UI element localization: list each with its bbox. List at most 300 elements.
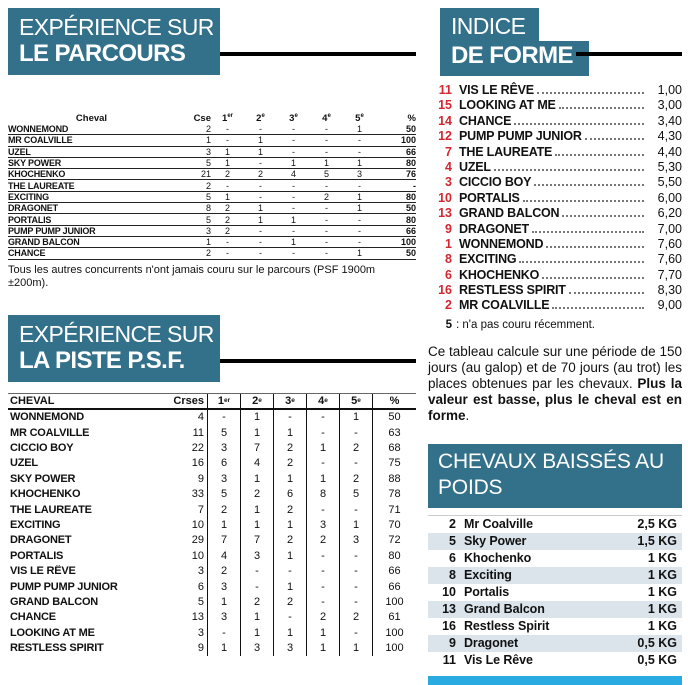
- list-item: [428, 652, 682, 669]
- cell-place3: -: [292, 225, 295, 236]
- cell-place5: -: [339, 594, 372, 609]
- weight-value: 1 KG: [647, 568, 677, 583]
- cell-place1: -: [226, 180, 229, 191]
- cell-courses: 2: [205, 248, 211, 259]
- cell-percent: 80: [405, 214, 416, 225]
- horse-number: 13: [438, 206, 452, 221]
- cell-place5: 5: [339, 487, 372, 502]
- list-item: [428, 222, 682, 237]
- table-row: [8, 625, 416, 640]
- cell-place1: -: [207, 625, 240, 640]
- cell-percent: 50: [405, 248, 416, 259]
- horse-name: KHOCHENKO: [10, 488, 81, 501]
- horse-number: 6: [449, 551, 456, 566]
- cell-place4: 8: [306, 487, 339, 502]
- forme-value: 8,30: [657, 283, 682, 298]
- cell-courses: 5: [205, 158, 211, 169]
- cell-courses: 3: [197, 565, 204, 578]
- cell-percent: 88: [372, 471, 416, 486]
- horse-name: EXCITING: [10, 518, 61, 531]
- forme-value: 4,30: [657, 129, 682, 144]
- cell-place5: -: [339, 502, 372, 517]
- weight-value: 1 KG: [647, 619, 677, 634]
- horse-name: MR COALVILLE: [10, 426, 90, 439]
- horse-name: VIS LE RÊVE: [459, 83, 534, 97]
- weight-value: 2,5 KG: [637, 517, 677, 532]
- cell-place1: 3: [207, 440, 240, 455]
- cell-place5: -: [339, 456, 372, 471]
- table-row: [8, 203, 416, 214]
- table-row: [8, 237, 416, 248]
- forme-value: 7,00: [657, 221, 682, 236]
- cell-percent: 50: [405, 124, 416, 135]
- cell-percent: 63: [372, 425, 416, 440]
- cell-place1: 3: [207, 610, 240, 625]
- cell-place4: -: [325, 225, 328, 236]
- horse-name: GRAND BALCON: [459, 206, 560, 221]
- table-row: [8, 147, 416, 158]
- header-rule: [576, 52, 682, 56]
- cell-courses: 1: [205, 135, 211, 146]
- cell-place2: 1: [240, 410, 273, 425]
- cell-place5: 1: [339, 517, 372, 532]
- horse-number: 8: [449, 568, 456, 583]
- cell-place4: -: [325, 214, 328, 225]
- list-item: [428, 114, 682, 129]
- cell-place1: -: [226, 124, 229, 135]
- cell-place4: -: [306, 410, 339, 425]
- horse-name: VIS LE RÊVE: [10, 565, 76, 578]
- cell-percent: 72: [372, 533, 416, 548]
- cell-courses: 29: [191, 534, 204, 547]
- cell-place1: -: [226, 248, 229, 259]
- horse-name: PUMP PUMP JUNIOR: [8, 225, 96, 236]
- cell-courses: 5: [205, 214, 211, 225]
- cell-courses: 9: [197, 642, 204, 655]
- horse-name: UZEL: [459, 159, 491, 174]
- list-item: [428, 533, 682, 550]
- cell-courses: 2: [205, 180, 211, 191]
- horse-name: GRAND BALCON: [10, 595, 99, 608]
- cell-place1: 3: [207, 579, 240, 594]
- cell-place2: 7: [240, 533, 273, 548]
- list-item: [428, 618, 682, 635]
- cell-place1: 6: [207, 456, 240, 471]
- horse-name: WONNEMOND: [8, 124, 69, 135]
- cell-place5: 1: [339, 410, 372, 425]
- horse-number: 1: [445, 236, 452, 251]
- cell-place5: 2: [339, 471, 372, 486]
- cell-percent: 78: [372, 487, 416, 502]
- cell-place4: 2: [323, 191, 329, 202]
- cell-percent: 50: [405, 203, 416, 214]
- dotted-leader: [569, 292, 644, 294]
- table-row: [8, 502, 416, 517]
- piste-table: [8, 393, 416, 656]
- horse-name: Vis Le Rêve: [464, 653, 533, 668]
- horse-name: CICCIO BOY: [459, 175, 532, 190]
- list-item: [428, 98, 682, 113]
- cell-place3: 2: [273, 533, 306, 548]
- description-normal: Ce tableau calcule sur une période de 150 jours (au galop) et de 70 jours (au trot) les places obtenues par les chevaux.: [428, 343, 682, 391]
- list-item: [428, 160, 682, 175]
- cell-place2: 1: [257, 214, 263, 225]
- footnote-text: : n'a pas couru récemment.: [456, 318, 595, 331]
- cell-place3: 1: [273, 517, 306, 532]
- cell-place5: -: [339, 548, 372, 563]
- dotted-leader: [494, 169, 644, 171]
- parcours-title-line2: LE PARCOURS: [19, 40, 186, 67]
- piste-title-line2: LA PISTE P.S.F.: [19, 346, 185, 374]
- cell-place5: -: [358, 214, 361, 225]
- table-row: [8, 487, 416, 502]
- cell-place2: -: [240, 563, 273, 578]
- cell-place1: 3: [207, 471, 240, 486]
- cell-place5: -: [358, 146, 361, 157]
- indice-title-line2: DE FORME: [440, 41, 589, 76]
- column-header-place: 1 er: [207, 394, 240, 408]
- cell-place3: 2: [273, 456, 306, 471]
- cell-place2: -: [259, 158, 262, 169]
- horse-name: SKY POWER: [8, 158, 62, 169]
- column-header-courses: Cse: [193, 113, 211, 125]
- list-item: [428, 283, 682, 298]
- cell-courses: 22: [191, 442, 204, 455]
- cell-percent: 100: [372, 625, 416, 640]
- parcours-title-box: [8, 8, 220, 75]
- horse-name: DRAGONET: [10, 534, 72, 547]
- cell-percent: 75: [372, 456, 416, 471]
- horse-name: CICCIO BOY: [10, 442, 74, 455]
- cell-place2: 3: [240, 640, 273, 655]
- horse-name: PUMP PUMP JUNIOR: [10, 580, 118, 593]
- cell-place4: -: [325, 203, 328, 214]
- horse-name: EXCITING: [8, 191, 49, 202]
- indice-list: [428, 83, 682, 314]
- horse-name: PORTALIS: [459, 190, 520, 205]
- piste-table-header: [8, 393, 416, 410]
- cell-place3: 4: [290, 169, 296, 180]
- cell-place4: -: [306, 594, 339, 609]
- cell-place3: -: [292, 124, 295, 135]
- piste-table-body: [8, 410, 416, 656]
- horse-name: RESTLESS SPIRIT: [459, 283, 566, 298]
- horse-name: CHANCE: [10, 611, 56, 624]
- cell-place1: 1: [224, 158, 230, 169]
- cell-percent: 66: [405, 146, 416, 157]
- cell-place4: -: [325, 248, 328, 259]
- header-rule: [220, 359, 416, 363]
- cell-place1: -: [226, 237, 229, 248]
- dotted-leader: [523, 200, 644, 202]
- cell-place1: 2: [207, 563, 240, 578]
- cell-place3: 2: [273, 502, 306, 517]
- cell-place5: 3: [356, 169, 362, 180]
- cell-place2: -: [259, 225, 262, 236]
- column-header-cheval: CHEVAL: [10, 394, 55, 407]
- indice-title-line1: INDICE: [440, 8, 539, 41]
- indice-footnote: [428, 319, 682, 331]
- cell-place2: 1: [257, 146, 263, 157]
- horse-number: 13: [442, 602, 456, 617]
- table-row: [8, 214, 416, 225]
- table-row: [8, 192, 416, 203]
- cell-place3: -: [292, 203, 295, 214]
- cell-place1: 1: [207, 517, 240, 532]
- cell-place1: 7: [207, 533, 240, 548]
- description-bold: Plus la valeur est basse, plus le cheval est en forme: [428, 375, 682, 423]
- piste-title-box: [8, 315, 220, 382]
- horse-number: 12: [438, 129, 452, 144]
- horse-number: 14: [438, 113, 452, 128]
- dotted-leader: [552, 307, 644, 309]
- table-row: [8, 548, 416, 563]
- dotted-leader: [542, 277, 644, 279]
- cell-place3: -: [292, 146, 295, 157]
- description-period: .: [465, 407, 470, 423]
- horse-name: KHOCHENKO: [459, 267, 540, 282]
- horse-name: MR COALVILLE: [459, 298, 550, 313]
- cell-place4: 2: [306, 610, 339, 625]
- forme-value: 3,00: [657, 98, 682, 113]
- right-column: [428, 0, 682, 685]
- parcours-note: Tous les autres concurrents n'ont jamais couru sur le parcours (PSF 1900m ±200m).: [8, 263, 376, 289]
- cell-place4: -: [306, 456, 339, 471]
- cell-place2: 2: [240, 594, 273, 609]
- column-header-place: 3 e: [273, 394, 306, 408]
- horse-name: SKY POWER: [10, 472, 76, 485]
- parcours-header: [8, 8, 416, 75]
- cell-place4: -: [325, 124, 328, 135]
- cell-courses: 6: [197, 580, 204, 593]
- table-row: [8, 517, 416, 532]
- horse-number: 9: [449, 636, 456, 651]
- horse-name: EXCITING: [459, 252, 517, 267]
- cell-percent: 50: [372, 410, 416, 425]
- horse-name: LOOKING AT ME: [10, 626, 95, 639]
- horse-number: 15: [438, 98, 452, 113]
- dotted-leader: [537, 92, 644, 94]
- cell-place4: -: [325, 180, 328, 191]
- cell-place1: -: [226, 135, 229, 146]
- cell-place3: -: [292, 191, 295, 202]
- cell-courses: 1: [205, 237, 211, 248]
- dotted-leader: [514, 123, 644, 125]
- cell-place2: 2: [240, 487, 273, 502]
- forme-value: 3,40: [657, 113, 682, 128]
- indice-header: [428, 8, 682, 74]
- horse-number: 4: [445, 159, 452, 174]
- dotted-leader: [546, 246, 644, 248]
- column-header-place: 2 e: [240, 394, 273, 408]
- cell-percent: 100: [400, 135, 416, 146]
- horse-number: 2: [449, 517, 456, 532]
- cell-place1: 4: [207, 548, 240, 563]
- horse-number: 9: [445, 221, 452, 236]
- cell-place2: 1: [240, 517, 273, 532]
- horse-number: 16: [442, 619, 456, 634]
- dotted-leader: [559, 107, 644, 109]
- cell-courses: 5: [197, 595, 204, 608]
- cell-place1: 2: [224, 214, 230, 225]
- cell-place3: 2: [273, 594, 306, 609]
- header-rule: [220, 52, 416, 56]
- cell-percent: 100: [372, 640, 416, 655]
- cell-place4: 1: [306, 640, 339, 655]
- cell-courses: 2: [205, 124, 211, 135]
- weight-value: 1 KG: [647, 585, 677, 600]
- horse-name: MR COALVILLE: [8, 135, 73, 146]
- horse-number: 10: [438, 190, 452, 205]
- parcours-table-body: [8, 124, 416, 260]
- forme-value: 6,20: [657, 206, 682, 221]
- cell-place5: 2: [339, 610, 372, 625]
- horse-number: 5: [449, 534, 456, 549]
- cell-place5: 1: [356, 124, 362, 135]
- poids-title-box: CHEVAUX BAISSÉS AU POIDS: [428, 444, 682, 508]
- cell-place1: 2: [224, 225, 230, 236]
- cell-place3: -: [273, 410, 306, 425]
- cell-place5: 1: [356, 191, 362, 202]
- cell-courses: 8: [205, 203, 211, 214]
- cell-percent: 76: [405, 169, 416, 180]
- cell-courses: 11: [192, 426, 204, 439]
- horse-name: UZEL: [10, 457, 38, 470]
- column-headers-places: [211, 113, 376, 124]
- cell-place2: 4: [240, 456, 273, 471]
- cell-place1: 2: [224, 169, 230, 180]
- horse-name: DRAGONET: [459, 221, 529, 236]
- list-item: [428, 145, 682, 160]
- cell-courses: 33: [191, 488, 204, 501]
- table-row: [8, 610, 416, 625]
- table-row: [8, 425, 416, 440]
- cell-place4: 1: [306, 440, 339, 455]
- table-row: [8, 579, 416, 594]
- cell-courses: 3: [197, 626, 204, 639]
- table-row: [8, 640, 416, 655]
- list-item: [428, 191, 682, 206]
- horse-name: PORTALIS: [8, 214, 52, 225]
- column-header-courses: Crses: [173, 394, 204, 407]
- table-row: [8, 169, 416, 180]
- column-headers-places: [207, 394, 372, 408]
- list-item: [428, 567, 682, 584]
- cell-place1: 5: [207, 425, 240, 440]
- table-row: [8, 440, 416, 455]
- cell-place2: -: [259, 237, 262, 248]
- cell-courses: 9: [197, 472, 204, 485]
- cell-percent: 70: [372, 517, 416, 532]
- horse-name: THE LAUREATE: [8, 180, 75, 191]
- table-row: [8, 594, 416, 609]
- horse-number: 6: [445, 267, 452, 282]
- table-row: [8, 471, 416, 486]
- cell-place3: 1: [290, 237, 296, 248]
- cell-place3: 2: [273, 440, 306, 455]
- cell-percent: 100: [372, 594, 416, 609]
- forme-value: 7,60: [657, 236, 682, 251]
- table-row: [8, 180, 416, 191]
- cell-place4: -: [306, 502, 339, 517]
- cell-place5: -: [358, 237, 361, 248]
- cell-place1: 1: [207, 640, 240, 655]
- cell-courses: 21: [200, 169, 211, 180]
- horse-name: Exciting: [464, 568, 512, 583]
- horse-number: 2: [445, 298, 452, 313]
- dotted-leader: [534, 184, 644, 186]
- list-item: [428, 83, 682, 98]
- left-column: [8, 0, 416, 656]
- forme-value: 4,40: [657, 144, 682, 159]
- parcours-table: [8, 113, 416, 260]
- dotted-leader: [532, 231, 644, 233]
- cell-place4: -: [325, 146, 328, 157]
- cell-courses: 5: [205, 191, 211, 202]
- column-header-place: 3e: [289, 113, 298, 125]
- cell-place1: 1: [224, 191, 230, 202]
- table-row: [8, 533, 416, 548]
- forme-value: 1,00: [657, 83, 682, 97]
- parcours-title-line1: EXPÉRIENCE SUR: [19, 14, 214, 40]
- cell-place2: 1: [240, 625, 273, 640]
- cell-place3: 1: [273, 625, 306, 640]
- forme-value: 9,00: [657, 298, 682, 313]
- cell-place4: 2: [306, 533, 339, 548]
- cell-place3: 1: [273, 425, 306, 440]
- indice-description: [428, 344, 682, 424]
- horse-name: RESTLESS SPIRIT: [10, 642, 104, 655]
- horse-name: PORTALIS: [10, 549, 64, 562]
- next-section-bar: [428, 676, 682, 685]
- cell-place4: -: [306, 579, 339, 594]
- horse-number: 16: [438, 283, 452, 298]
- horse-number: 7: [445, 144, 452, 159]
- column-header-place: 4e: [322, 113, 331, 125]
- horse-name: Portalis: [464, 585, 510, 600]
- table-row: [8, 563, 416, 578]
- table-row: [8, 158, 416, 169]
- footnote-number: 5: [445, 318, 452, 331]
- cell-place3: 1: [290, 214, 296, 225]
- dotted-leader: [555, 154, 644, 156]
- horse-name: WONNEMOND: [10, 411, 84, 424]
- list-item: [428, 516, 682, 533]
- cell-courses: 7: [197, 503, 204, 516]
- cell-percent: -: [413, 180, 416, 191]
- section-chevaux-baisses: [428, 444, 682, 685]
- table-row: [8, 135, 416, 146]
- section-indice-forme: [428, 8, 682, 424]
- horse-name: CHANCE: [8, 248, 46, 259]
- column-header-cheval: Cheval: [75, 113, 108, 125]
- cell-place5: -: [358, 180, 361, 191]
- cell-courses: 3: [205, 146, 211, 157]
- cell-place4: -: [306, 563, 339, 578]
- cell-place5: 1: [356, 158, 362, 169]
- column-header-place: 5 e: [339, 394, 372, 408]
- piste-title-line1: EXPÉRIENCE SUR: [19, 320, 214, 347]
- cell-place4: 5: [323, 169, 329, 180]
- cell-courses: 10: [191, 549, 204, 562]
- cell-place3: -: [292, 248, 295, 259]
- piste-header: [8, 315, 416, 382]
- horse-name: Sky Power: [464, 534, 527, 549]
- cell-place4: 1: [306, 471, 339, 486]
- cell-percent: 66: [372, 579, 416, 594]
- cell-place5: 1: [356, 203, 362, 214]
- horse-name: CHANCE: [459, 113, 512, 128]
